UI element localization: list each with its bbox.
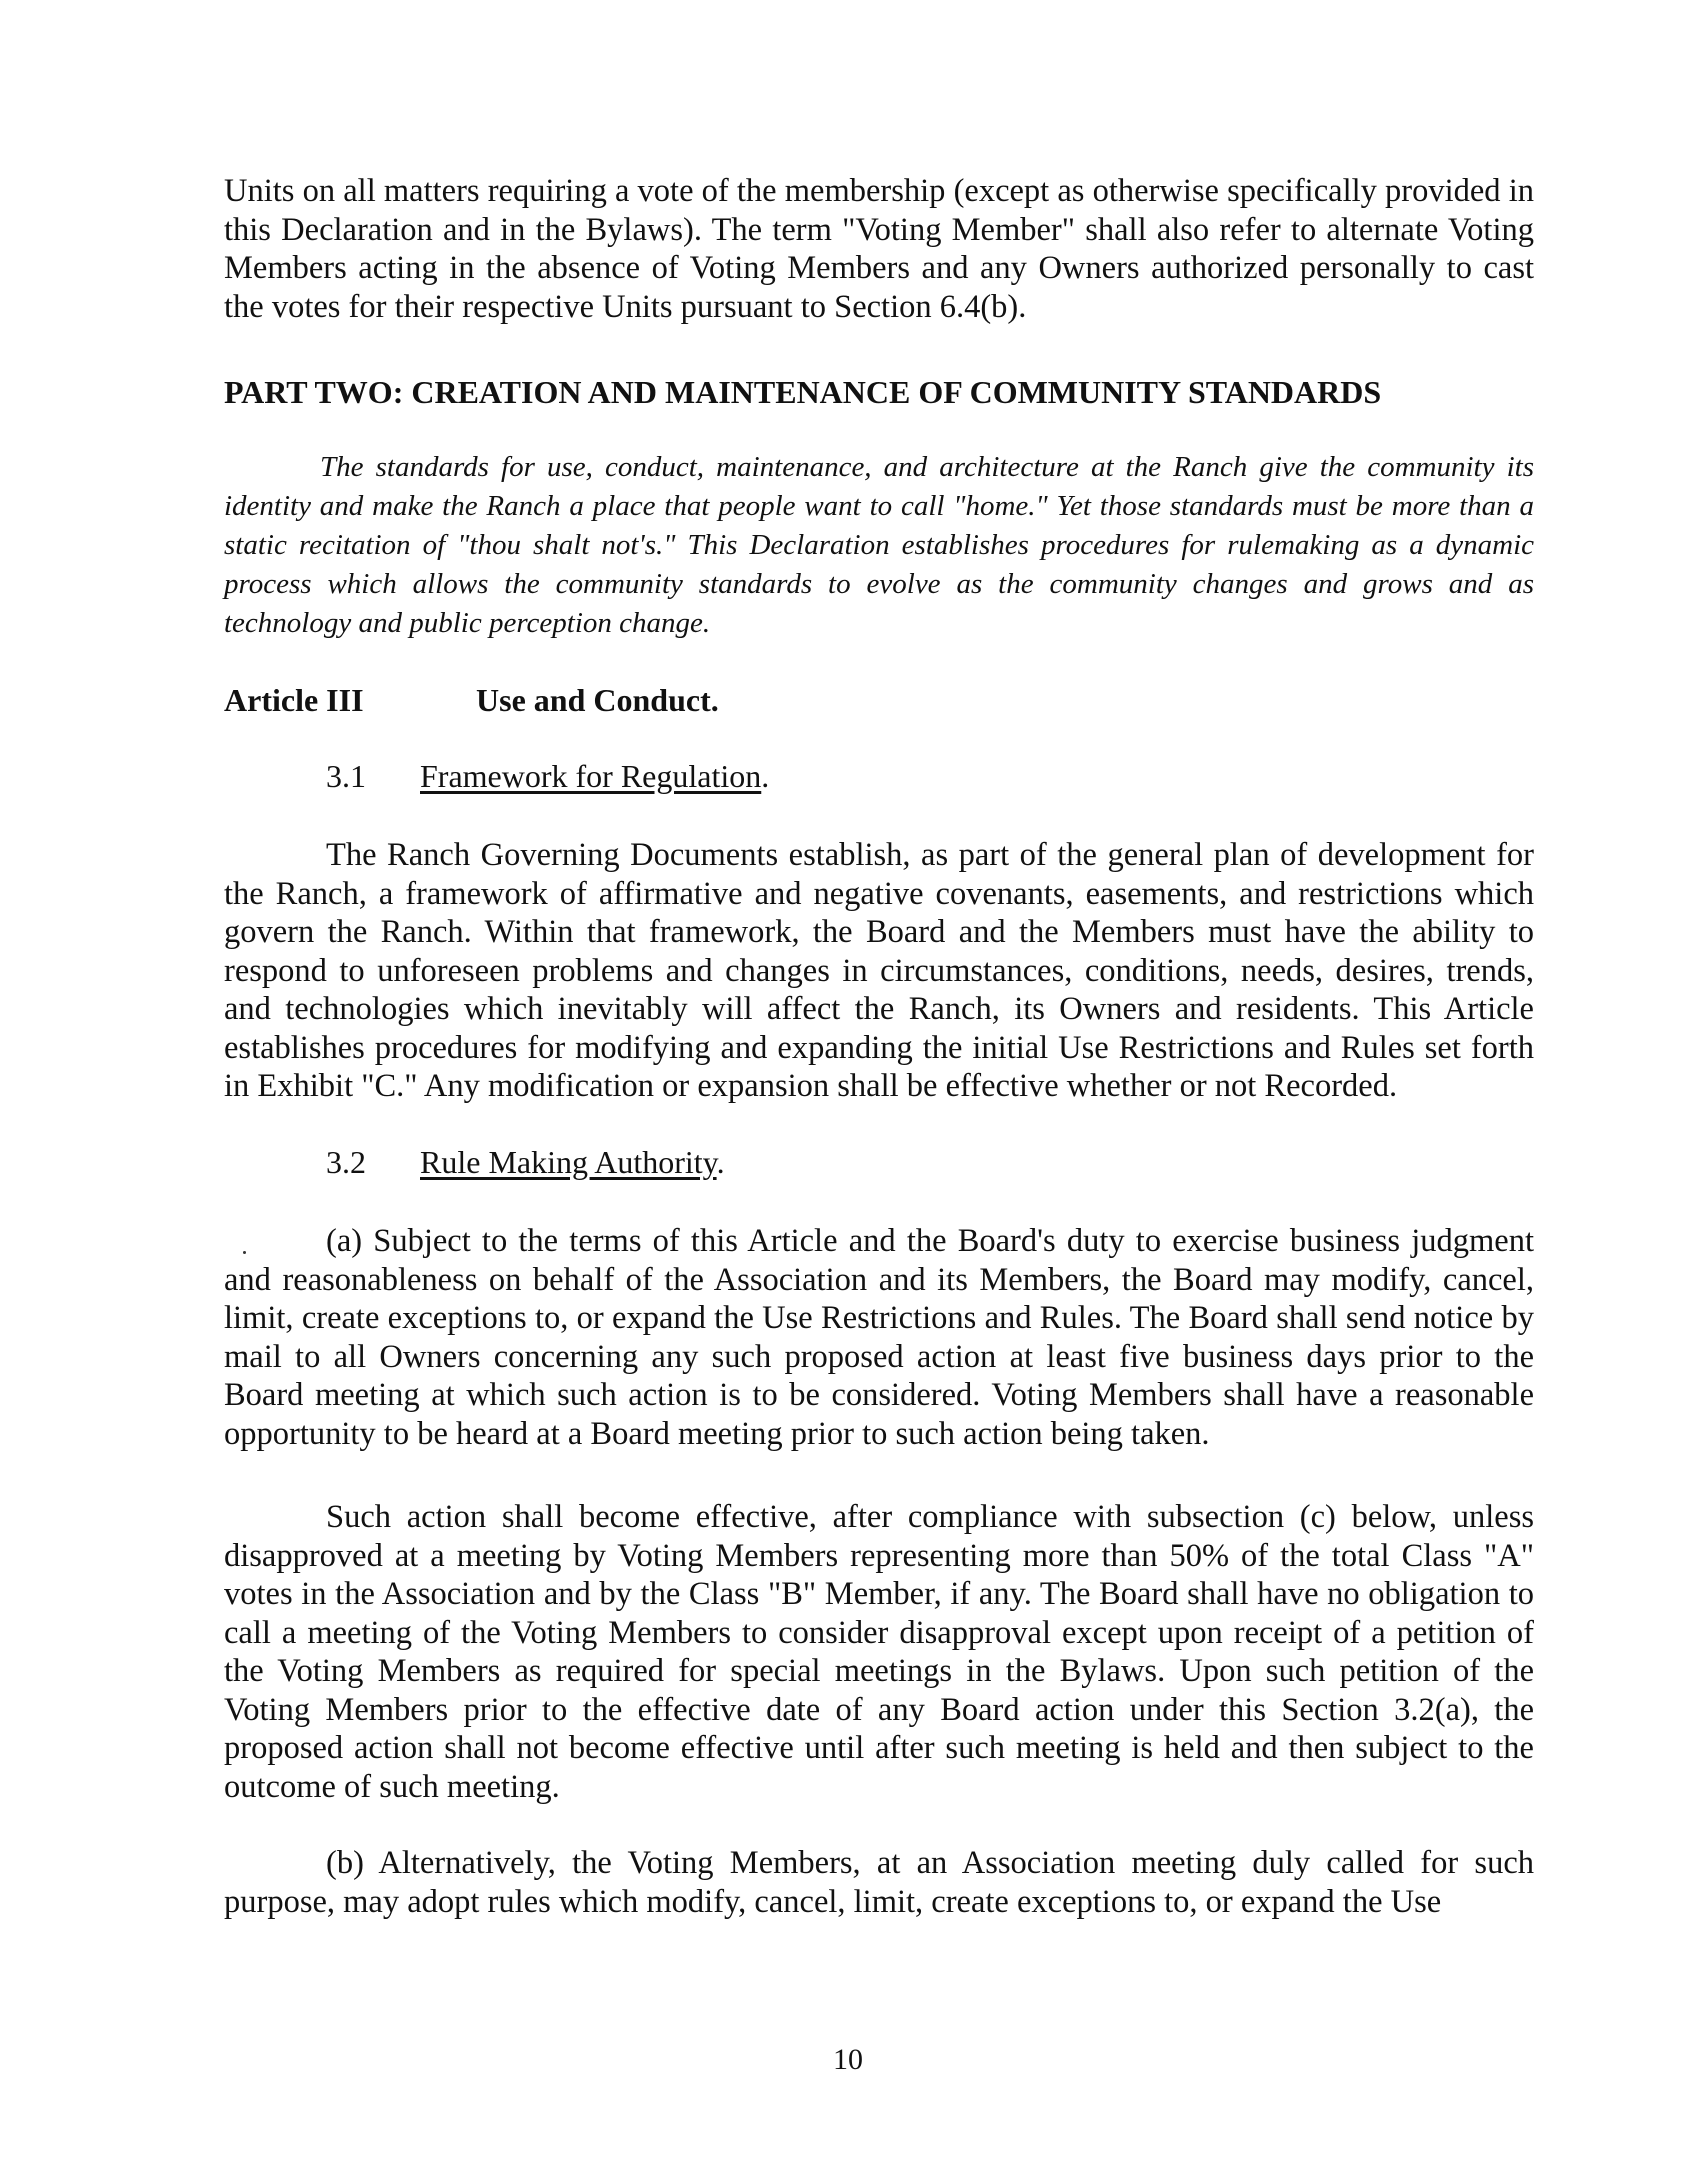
part-two-heading: PART TWO: CREATION AND MAINTENANCE OF COMMUNITY STANDARDS (224, 374, 1382, 410)
section-3-2-para-a-continued: Such action shall become effective, after compliance with subsection (c) below, unless disapproved at a meeting by Voting Members representing more than 50% of the total Class "A" votes in the Association and by the Class "B" Member, if any. The Board shall have no obligation to call a meeting of the Voting Members to consider disapproval except upon receipt of a petition of the Voting Members as required for special meetings in the Bylaws. Upon such petition of the Voting Members prior to the effective date of any Board action under this Section 3.2(a), the proposed action shall not become effective until after such meeting is held and then subject to the outcome of such meeting. (224, 1499, 1534, 1805)
article-number: Article III (224, 682, 364, 718)
section-3-2-heading (326, 1142, 725, 1182)
opening-paragraph: Units on all matters requiring a vote of the membership (except as otherwise specifically provided in this Declaration and in the Bylaws). The term "Voting Member" shall also refer to alternate Voting Members acting in the absence of Voting Members and any Owners authorized personally to cast the votes for their respective Units pursuant to Section 6.4(b). (224, 173, 1534, 325)
section-3-1-body: The Ranch Governing Documents establish, as part of the general plan of development for the Ranch, a framework of affirmative and negative covenants, easements, and restrictions which govern the Ranch. Within that framework, the Board and the Members must have the ability to respond to unforeseen problems and changes in circumstances, conditions, needs, desires, trends, and technologies which inevitably will affect the Ranch, its Owners and residents. This Article establishes procedures for modifying and expanding the initial Use Restrictions and Rules set forth in Exhibit "C." Any modification or expansion shall be effective whether or not Recorded. (224, 837, 1534, 1104)
article-title: Use and Conduct. (476, 682, 719, 718)
section-3-2-title-suffix: . (716, 1144, 725, 1180)
section-3-1-title-suffix: . (761, 758, 770, 794)
section-3-2-number: 3.2 (326, 1144, 366, 1180)
page-number: 10 (833, 2043, 863, 2076)
part-two-intro: The standards for use, conduct, maintenance, and architecture at the Ranch give the community its identity and make the Ranch a place that people want to call "home." Yet those standards must be more than a static recitation of "thou shalt not's." This Declaration establishes procedures for rulemaking as a dynamic process which allows the community standards to evolve as the community changes and grows and as technology and public perception change. (224, 451, 1534, 639)
section-3-1-number: 3.1 (326, 758, 366, 794)
section-3-1-title: Framework for Regulation (420, 758, 762, 794)
section-3-2-para-a: (a) Subject to the terms of this Article and the Board's duty to exercise business judgment and reasonableness on behalf of the Association and its Members, the Board may modify, cancel, limit, create exceptions to, or expand the Use Restrictions and Rules. The Board shall send notice by mail to all Owners concerning any such proposed action at least five business days prior to the Board meeting at which such action is to be considered. Voting Members shall have a reasonable opportunity to be heard at a Board meeting prior to such action being taken. (224, 1223, 1534, 1452)
section-3-2-title: Rule Making Authority (420, 1144, 717, 1180)
section-3-1-heading (326, 756, 769, 796)
section-3-2-para-b: (b) Alternatively, the Voting Members, at an Association meeting duly called for such purpose, may adopt rules which modify, cancel, limit, create exceptions to, or expand the Use (224, 1845, 1534, 1920)
article-heading (224, 680, 719, 720)
